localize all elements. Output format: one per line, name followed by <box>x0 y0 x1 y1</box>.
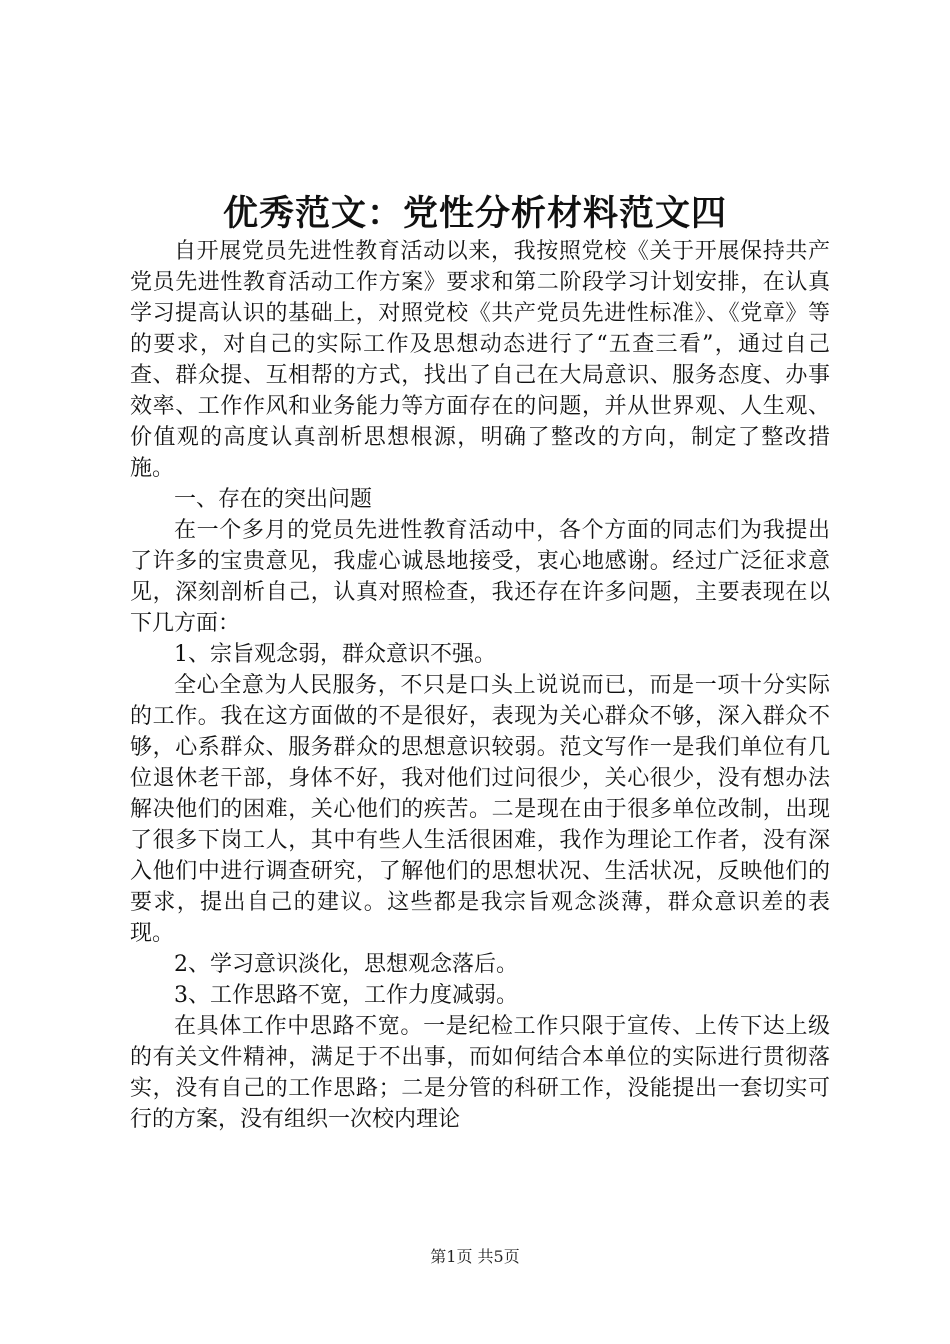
paragraph-item-3-detail: 在具体工作中思路不宽。一是纪检工作只限于宣传、上传下达上级的有关文件精神，满足于不出事，而如何结合本单位的实际进行贯彻落实，没有自己的工作思路；二是分管的科研工作，没能提出一套切实可行的方案，没有组织一次校内理论 <box>130 1014 830 1132</box>
document-body <box>130 236 830 1135</box>
paragraph-opinions: 在一个多月的党员先进性教育活动中，各个方面的同志们为我提出了许多的宝贵意见，我虚心诚恳地接受，衷心地感谢。经过广泛征求意见，深刻剖析自己，认真对照检查，我还存在许多问题，主要表现在以下几方面： <box>130 518 830 636</box>
paragraph-intro: 自开展党员先进性教育活动以来，我按照党校《关于开展保持共产党员先进性教育活动工作方案》要求和第二阶段学习计划安排，在认真学习提高认识的基础上，对照党校《共产党员先进性标准》、《党章》等的要求，对自己的实际工作及思想动态进行了“五查三看”，通过自己查、群众提、互相帮的方式，找出了自己在大局意识、服务态度、办事效率、工作作风和业务能力等方面存在的问题，并从世界观、人生观、价值观的高度认真剖析思想根源，明确了整改的方向，制定了整改措施。 <box>130 239 830 481</box>
subheading-item-3: 3、工作思路不宽，工作力度减弱。 <box>174 983 518 1008</box>
subheading-item-1: 1、宗旨观念弱，群众意识不强。 <box>174 642 496 667</box>
page-number-footer: 第1页 共5页 <box>430 1247 520 1266</box>
subheading-item-2: 2、学习意识淡化，思想观念落后。 <box>174 952 518 977</box>
paragraph-item-1-detail: 全心全意为人民服务，不只是口头上说说而已，而是一项十分实际的工作。我在这方面做的不是很好，表现为关心群众不够，深入群众不够，心系群众、服务群众的思想意识较弱。范文写作一是我们单位有几位退休老干部，身体不好，我对他们过问很少，关心很少，没有想办法解决他们的困难，关心他们的疾苦。二是现在由于很多单位改制，出现了很多下岗工人，其中有些人生活很困难，我作为理论工作者，没有深入他们中进行调查研究，了解他们的思想状况、生活状况，反映他们的要求，提出自己的建议。这些都是我宗旨观念淡薄，群众意识差的表现。 <box>130 673 830 946</box>
document-title: 优秀范文：党性分析材料范文四 <box>222 193 727 234</box>
section-heading-problems: 一、存在的突出问题 <box>174 487 373 512</box>
